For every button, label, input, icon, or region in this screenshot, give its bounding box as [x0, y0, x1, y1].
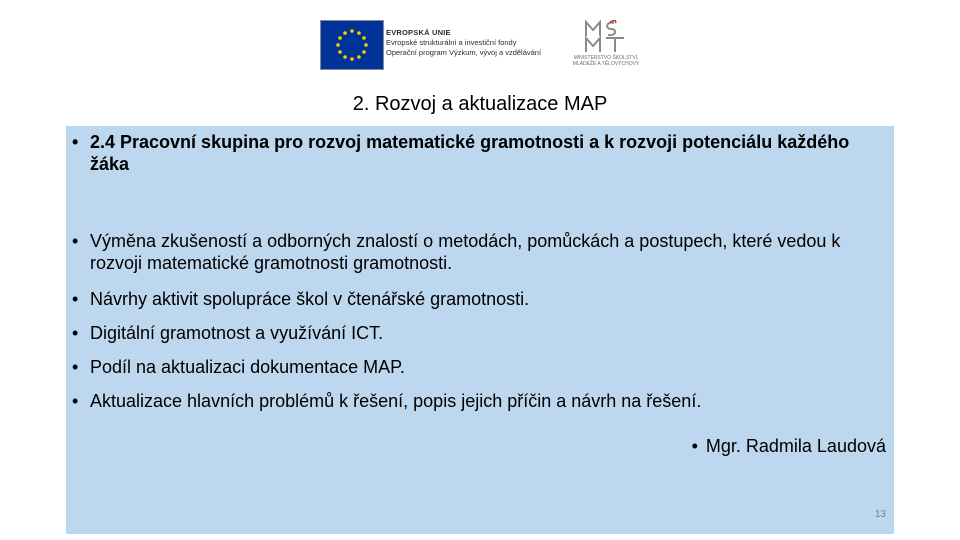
list-item-text: Digitální gramotnost a využívání ICT. [90, 323, 384, 343]
msmt-logo-line1: MINISTERSTVO ŠKOLSTVÍ, [573, 55, 639, 61]
msmt-logo-text [566, 55, 646, 67]
bullet-icon: • [72, 289, 79, 309]
bullet-icon: • [72, 323, 79, 343]
main-point-text: 2.4 Pracovní skupina pro rozvoj matematické gramotnosti a k rozvoji potenciálu každého žáka [90, 132, 850, 174]
list-item-text: Výměna zkušeností a odborných znalostí o metodách, pomůckách a postupech, které vedou k rozvoji matematické gramotnosti gramotnosti. [90, 231, 841, 273]
eu-logo-line2: Evropské strukturální a investiční fondy [386, 38, 517, 47]
bullet-icon: • [72, 132, 79, 152]
slide-title: 2. Rozvoj a aktualizace MAP [352, 93, 608, 115]
eu-flag-icon [320, 20, 384, 70]
main-point-list [72, 131, 884, 175]
bullet-icon: • [72, 391, 79, 411]
list-item [72, 390, 884, 412]
list-item [72, 288, 884, 310]
list-item-text: Návrhy aktivit spolupráce škol v čtenářské gramotnosti. [90, 289, 530, 309]
eu-logo [320, 20, 550, 70]
page-number: 13 [874, 509, 886, 520]
list-item [72, 356, 884, 378]
eu-logo-text [386, 28, 541, 58]
bullet-list [72, 230, 884, 424]
author-name: Mgr. Radmila Laudová [705, 436, 886, 456]
bullet-icon: • [72, 231, 79, 251]
msmt-mark-icon [584, 20, 628, 54]
content-box [66, 126, 894, 534]
msmt-logo-line2: MLÁDEŽE A TĚLOVÝCHOVY [572, 61, 640, 67]
msmt-logo [566, 20, 646, 70]
bullet-icon: • [72, 357, 79, 377]
eu-logo-line1: EVROPSKÁ UNIE [386, 28, 451, 37]
list-item-text: Podíl na aktualizaci dokumentace MAP. [90, 357, 405, 377]
list-item [72, 230, 884, 274]
list-item-text: Aktualizace hlavních problémů k řešení, popis jejich příčin a návrh na řešení. [90, 391, 702, 411]
author-line [692, 435, 886, 457]
main-point [72, 131, 884, 175]
eu-logo-line3: Operační program Výzkum, vývoj a vzdělávání [386, 48, 542, 57]
bullet-icon: • [691, 436, 698, 456]
list-item [72, 322, 884, 344]
